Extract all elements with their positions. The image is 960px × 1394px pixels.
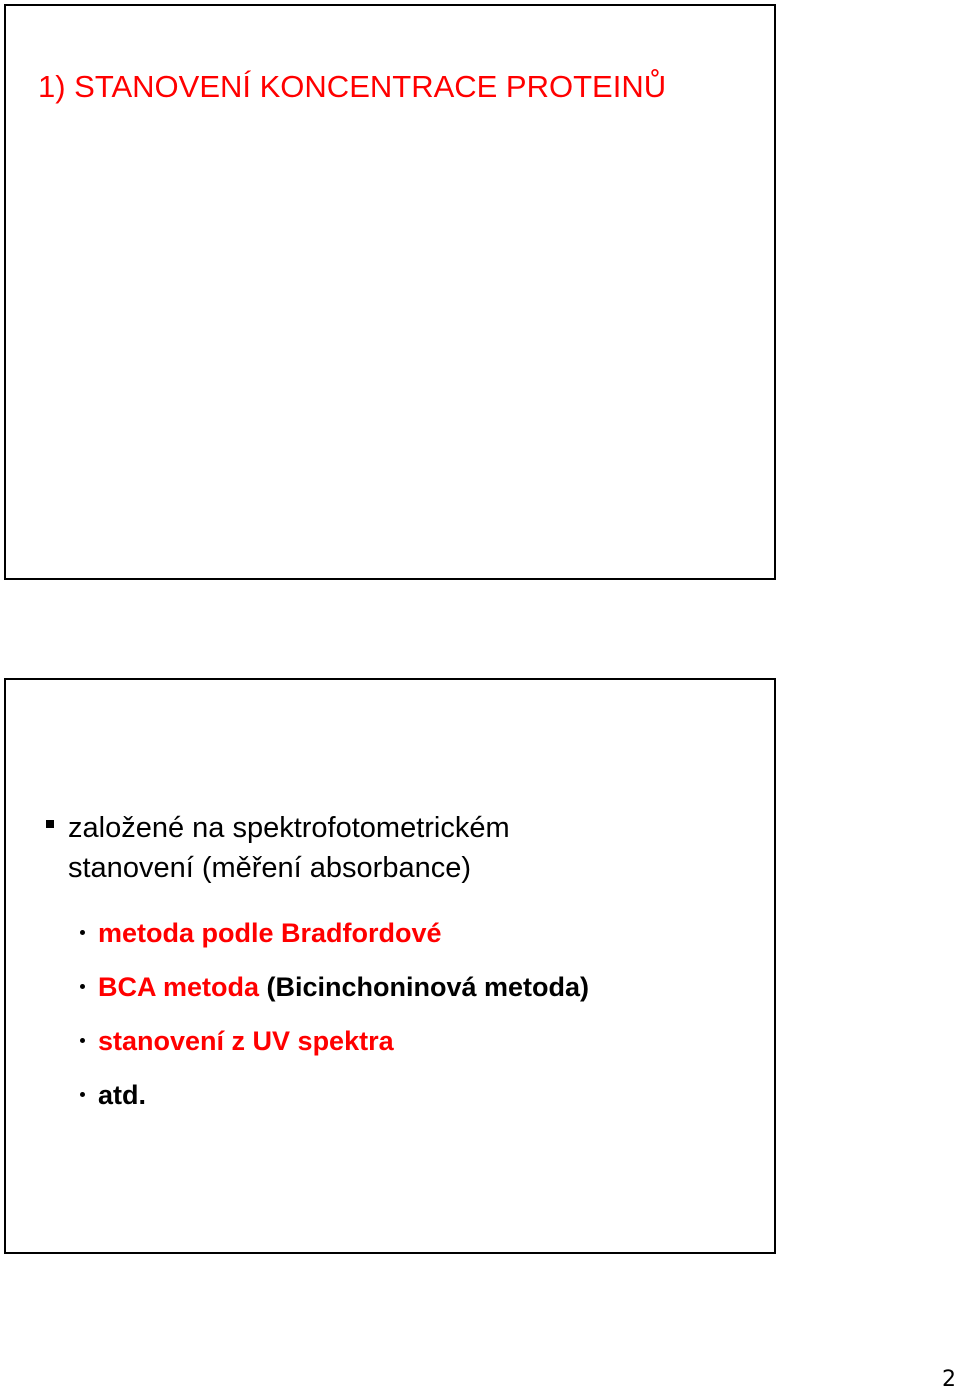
main-bullet-text (68, 808, 746, 888)
bullet-dot-icon (80, 1038, 85, 1043)
bullet-dot-icon (80, 1092, 85, 1097)
bullet-dot-icon (80, 984, 85, 989)
list-item-black-text: atd. (98, 1080, 147, 1110)
list-item-red-text: metoda podle Bradfordové (98, 918, 442, 948)
main-bullet-line-2: stanovení (měření absorbance) (68, 852, 471, 884)
bullet-dot-icon (80, 930, 85, 935)
list-item (98, 960, 589, 1014)
list-item-black-text: (Bicinchoninová metoda) (266, 972, 590, 1002)
method-list (98, 906, 589, 1122)
slide-2 (4, 678, 776, 1254)
list-item-red-text: BCA metoda (98, 972, 267, 1002)
slide-title: 1) STANOVENÍ KONCENTRACE PROTEINŮ (38, 69, 667, 104)
main-bullet-line-1: založené na spektrofotometrickém (68, 812, 510, 844)
list-item (98, 1014, 589, 1068)
slide-1 (4, 4, 776, 580)
page-number: 2 (942, 1367, 956, 1392)
list-item (98, 906, 589, 960)
list-item-red-text: stanovení z UV spektra (98, 1026, 394, 1056)
square-bullet-icon (46, 820, 54, 828)
main-bullet (46, 808, 746, 888)
list-item (98, 1068, 589, 1122)
